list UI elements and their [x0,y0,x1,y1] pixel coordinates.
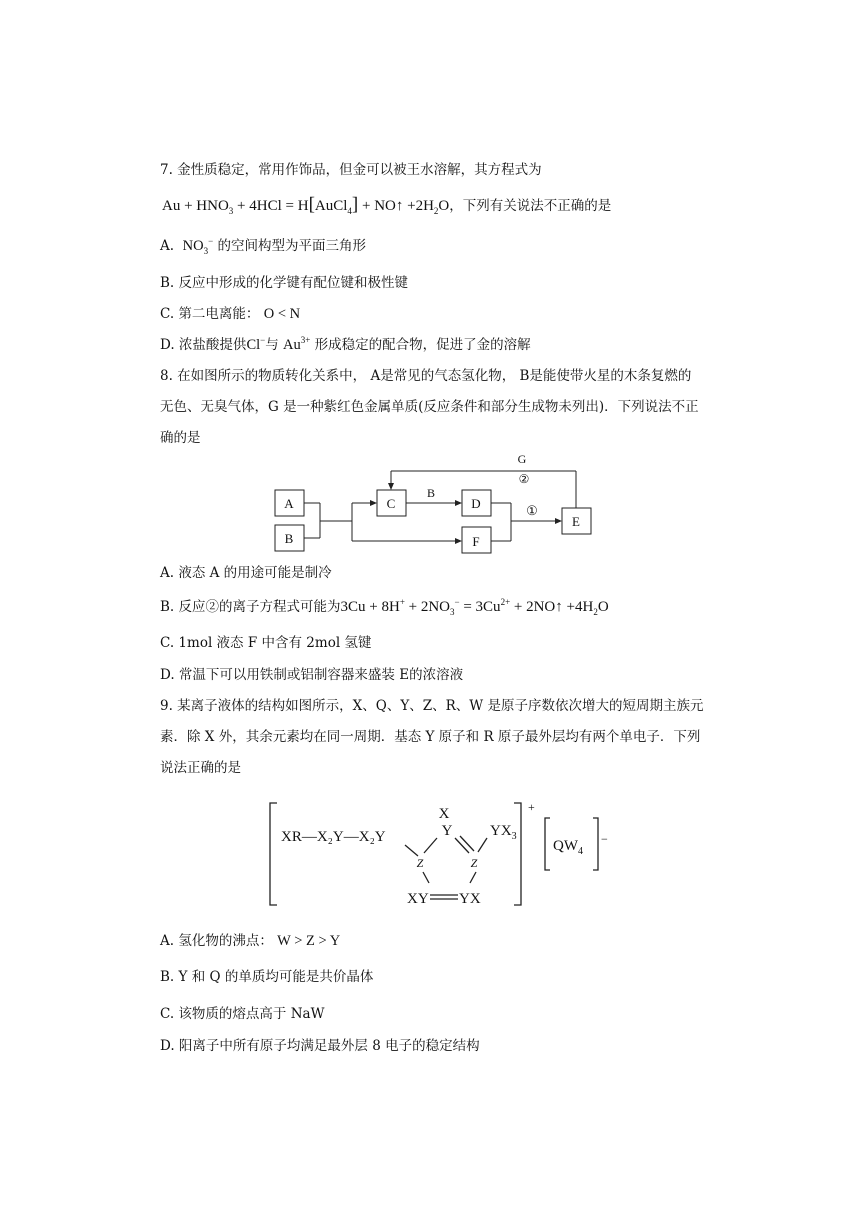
ring-left-z: Z [416,856,424,870]
q8-stem-line3: 确的是 [160,430,201,446]
arrow-label-g: G [517,452,527,466]
box-d-label: D [471,496,481,511]
anion-charge: − [601,832,608,846]
q9-stem-line2: 素．除 X 外，其余元素均在同一周期．基态 Y 原子和 R 原子最外层均有两个单电子．下列 [160,729,701,745]
q8-option-c: C. 1mol 液态 F 中含有 2mol 氢键 [160,635,372,651]
q9-option-c: C. 该物质的熔点高于 NaW [160,1006,325,1022]
ring-top-x: X [438,806,450,822]
q7-option-d: D. 浓盐酸提供Cl−与 $Au^{3+}$ 形成稳定的配合物，促进了金的溶解 [160,335,531,353]
q8-option-b-equation: $3Cu + 8H^+ + 2NO_3^- = 3Cu^{2+}$ + 2NO↑ $+4H_2O$ [340,597,609,617]
q7-option-a: A. $NO_3^-$ 的空间构型为平面三角形 [160,236,366,256]
q7-option-c: C. 第二电离能： O < N [160,306,301,322]
chain-label: XR—X₂Y—X₂Y [281,829,386,845]
box-c-label: C [386,496,396,511]
q8-option-a: A. 液态 A 的用途可能是制冷 [160,565,332,581]
q8-stem-line2: 无色、无臭气体，G 是一种紫红色金属单质(反应条件和部分生成物未列出)．下列说法不正 [160,399,699,415]
q7-stem: 7. 金性质稳定，常用作饰品，但金可以被王水溶解，其方程式为 [160,162,542,178]
q9-option-b: B. Y 和 Q 的单质均可能是共价晶体 [160,969,374,985]
q9-option-a: A. 氢化物的沸点： W > Z > Y [160,933,341,949]
ring-bottom-right: YX [459,891,481,907]
anion-formula: $QW_4$ [553,838,583,857]
q8-stem-line1: 8. 在如图所示的物质转化关系中， A是常见的气态氢化物， B是能使带火星的木条复燃的 [160,368,692,384]
q9-stem-line1: 9. 某离子液体的结构如图所示，X、Q、Y、Z、R、W 是原子序数依次增大的短周期主族元 [160,698,704,714]
ring-bottom-left: XY [407,891,429,907]
q7-equation-formula: $Au + HNO_3 + 4HCl$ = H[AuCl$_4$] + NO↑ $+2H_2O$ [162,194,450,216]
q7-equation-tail: ，下列有关说法不正确的是 [449,198,612,214]
arrow-label-step2: ② [518,472,530,486]
ring-right-z: Z [470,856,478,870]
q7-option-b: B. 反应中形成的化学键有配位键和极性键 [160,275,409,291]
q8-option-b: B. 反应②的离子方程式可能为$3Cu + 8H^+ + 2NO_3^- = 3Cu^{2+}$ + 2NO↑ $+4H_2O$ [160,597,609,617]
ring-yx3: $YX_3$ [490,823,517,842]
box-f-label: F [472,534,480,549]
cation-charge: + [528,800,535,814]
box-b-label: B [284,531,294,546]
arrow-label-b: B [426,486,436,500]
q8-option-d: D. 常温下可以用铁制或铝制容器来盛装 E的浓溶液 [160,667,464,683]
box-e-label: E [572,514,580,529]
ring-top-y: Y [441,823,453,839]
q9-option-d: D. 阳离子中所有原子均满足最外层 8 电子的稳定结构 [160,1038,480,1054]
arrow-label-step1: ① [526,503,538,518]
q9-stem-line3: 说法正确的是 [160,760,241,776]
box-a-label: A [284,496,294,511]
